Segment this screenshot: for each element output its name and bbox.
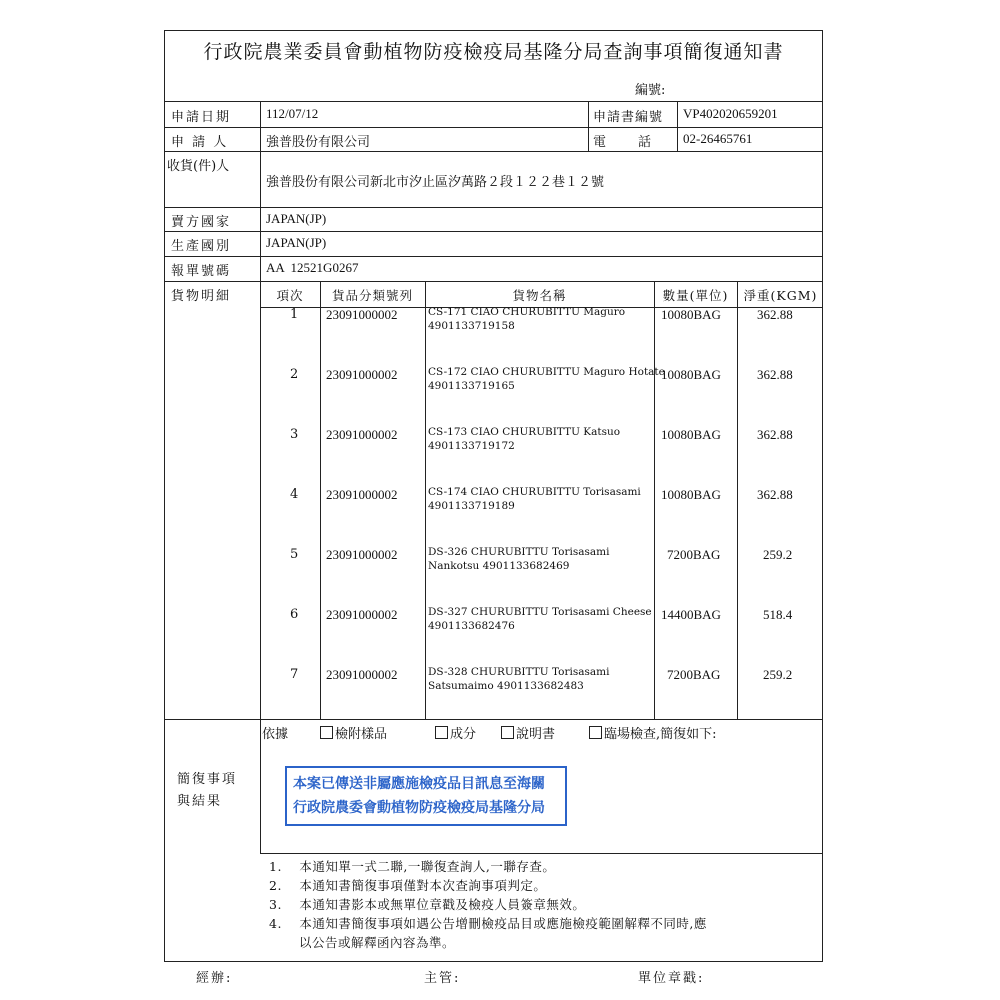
applicant-label: 申 請 人: [171, 135, 229, 150]
handler-label: 經辦:: [196, 971, 233, 986]
row-weight: 259.2: [763, 667, 793, 682]
row-quantity: 7200BAG: [667, 667, 721, 682]
row-name-line1: CS-172 CIAO CHURUBITTU Maguro Hotate: [428, 366, 665, 378]
option-sample: 檢附樣品: [320, 723, 387, 742]
row-item: 2: [290, 367, 299, 382]
row-quantity: 14400BAG: [661, 607, 721, 622]
row-name-line1: CS-171 CIAO CHURUBITTU Maguro: [428, 306, 626, 318]
applicant-name: 強普股份有限公司: [266, 135, 371, 150]
row-weight: 518.4: [763, 607, 793, 622]
header-quantity: 數量(單位): [662, 288, 729, 303]
row-weight: 362.88: [757, 307, 793, 322]
row-name-line1: DS-328 CHURUBITTU Torisasami: [428, 666, 610, 678]
stamp-line1: 本案已傳送非屬應施檢疫品目訊息至海關: [293, 776, 545, 792]
row-weight: 362.88: [757, 487, 793, 502]
row-name-line2: Satsumaimo 4901133682483: [428, 680, 584, 692]
row-code: 23091000002: [326, 307, 398, 322]
row-name-line1: DS-326 CHURUBITTU Torisasami: [428, 546, 610, 558]
goods-details-label: 貨物明細: [171, 289, 232, 304]
row-code: 23091000002: [326, 487, 398, 502]
row-item: 5: [290, 547, 299, 562]
row-item: 1: [290, 307, 299, 322]
application-number-label: 申請書編號: [593, 110, 664, 125]
inquiry-reply-form: [164, 30, 823, 962]
document-title: 行政院農業委員會動植物防疫檢疫局基隆分局查詢事項簡復通知書: [203, 41, 784, 63]
row-quantity: 10080BAG: [661, 367, 721, 382]
row-weight: 259.2: [763, 547, 793, 562]
declaration-number-label: 報單號碼: [171, 264, 232, 279]
reply-label-line2: 與結果: [177, 794, 223, 809]
row-item: 4: [290, 487, 299, 502]
row-code: 23091000002: [326, 427, 398, 442]
row-weight: 362.88: [757, 367, 793, 382]
row-quantity: 7200BAG: [667, 547, 721, 562]
option-manual: 說明書: [501, 723, 555, 742]
option-ingredient: 成分: [435, 723, 476, 742]
header-weight: 淨重(KGM): [743, 288, 818, 303]
row-name-line1: DS-327 CHURUBITTU Torisasami Cheese: [428, 606, 652, 618]
header-name: 貨物名稱: [512, 288, 567, 303]
row-quantity: 10080BAG: [661, 427, 721, 442]
header-item: 項次: [276, 288, 304, 303]
note-item-continued: 以公告或解釋函內容為準。: [299, 935, 456, 950]
row-name-line2: Nankotsu 4901133682469: [428, 560, 570, 572]
stamp-line2: 行政院農委會動植物防疫檢疫局基隆分局: [293, 800, 545, 816]
supervisor-label: 主管:: [424, 971, 461, 986]
ingredient-checkbox[interactable]: [435, 726, 448, 739]
unit-seal-label: 單位章戳:: [638, 971, 705, 986]
consignee-address: 強普股份有限公司新北市汐止區汐萬路２段１２２巷１２號: [266, 175, 605, 190]
row-code: 23091000002: [326, 607, 398, 622]
application-date-label: 申請日期: [171, 110, 232, 125]
row-name-line2: 4901133719165: [428, 380, 515, 392]
row-quantity: 10080BAG: [661, 487, 721, 502]
note-item: 3. 本通知書影本或無單位章戳及檢疫人員簽章無效。: [269, 897, 586, 912]
phone-number: 02-26465761: [683, 131, 753, 146]
row-name-line2: 4901133719158: [428, 320, 515, 332]
seller-country-label: 賣方國家: [171, 215, 232, 230]
row-code: 23091000002: [326, 547, 398, 562]
row-quantity: 10080BAG: [661, 307, 721, 322]
row-name-line1: CS-173 CIAO CHURUBITTU Katsuo: [428, 426, 621, 438]
result-stamp: [285, 766, 567, 826]
row-name-line2: 4901133682476: [428, 620, 515, 632]
row-weight: 362.88: [757, 427, 793, 442]
note-item: 1. 本通知單一式二聯,一聯復查詢人,一聯存查。: [269, 859, 556, 874]
seller-country: JAPAN(JP): [266, 211, 327, 226]
header-code: 貨品分類號列: [331, 288, 413, 303]
row-item: 6: [290, 607, 299, 622]
row-code: 23091000002: [326, 367, 398, 382]
note-item: 4. 本通知書簡復事項如遇公告增刪檢疫品目或應施檢疫範圍解釋不同時,應: [269, 916, 707, 931]
note-item: 2. 本通知書簡復事項僅對本次查詢事項判定。: [269, 878, 547, 893]
application-number: VP402020659201: [683, 106, 778, 121]
row-name-line2: 4901133719189: [428, 500, 515, 512]
row-name-line2: 4901133719172: [428, 440, 515, 452]
consignee-label: 收貨(件)人: [167, 159, 230, 174]
inspection-checkbox[interactable]: [589, 726, 602, 739]
row-item: 7: [290, 667, 299, 682]
declaration-number: AA 12521G0267: [266, 260, 359, 275]
option-inspection: 臨場檢查,簡復如下:: [589, 723, 717, 742]
origin-country-label: 生產國別: [171, 239, 232, 254]
reply-label-line1: 簡復事項: [177, 772, 238, 787]
basis-label: 依據: [262, 727, 289, 742]
row-name-line1: CS-174 CIAO CHURUBITTU Torisasami: [428, 486, 641, 498]
application-date: 112/07/12: [266, 106, 319, 121]
manual-checkbox[interactable]: [501, 726, 514, 739]
row-code: 23091000002: [326, 667, 398, 682]
serial-label: 編號:: [635, 83, 666, 98]
origin-country: JAPAN(JP): [266, 235, 327, 250]
row-item: 3: [290, 427, 299, 442]
phone-label: 電 話: [593, 135, 654, 150]
sample-checkbox[interactable]: [320, 726, 333, 739]
